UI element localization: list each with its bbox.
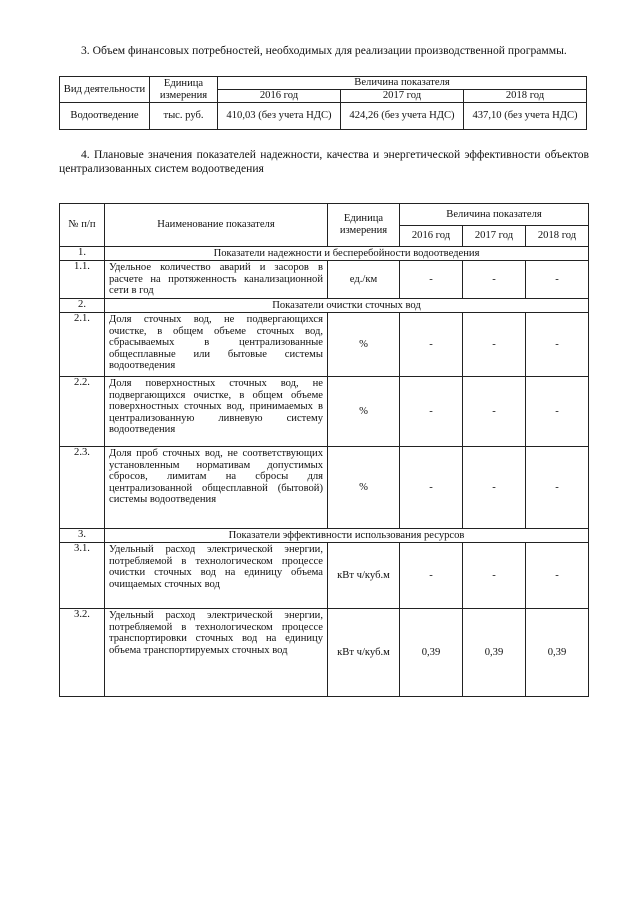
row-num: 2.2. (60, 377, 105, 447)
row-name: Доля поверхностных сточных вод, не подвергающихся очистке, в общем объеме поверхностных сточных вод, принимаемых в централизованную ливневую систему водоотведения (105, 377, 328, 447)
header-unit: Единица измерения (150, 77, 218, 103)
header-activity: Вид деятельности (60, 77, 150, 103)
row-value-2016: - (400, 447, 463, 529)
cell-unit: тыс. руб. (150, 103, 218, 130)
row-num: 2.1. (60, 313, 105, 377)
header-year-2018: 2018 год (464, 90, 587, 103)
row-name: Удельный расход электрической энергии, потребляемой в технологическом процессе очистки сточных вод на единицу объема очищаемых сточных вод (105, 543, 328, 609)
table-row (60, 609, 589, 697)
row-unit: % (328, 313, 400, 377)
row-value-2018: - (526, 377, 589, 447)
row-value-2016: - (400, 543, 463, 609)
table-row (60, 447, 589, 529)
row-value-2016: - (400, 377, 463, 447)
header-year-2016: 2016 год (400, 226, 463, 247)
row-value-2017: - (463, 313, 526, 377)
row-name: Удельное количество аварий и засоров в расчете на протяженность канализационной сети в год (105, 261, 328, 299)
row-num: 3.1. (60, 543, 105, 609)
section-title: Показатели очистки сточных вод (105, 299, 589, 313)
header-name: Наименование показателя (105, 204, 328, 247)
row-value-2018: - (526, 543, 589, 609)
row-unit: % (328, 447, 400, 529)
table-row (60, 103, 587, 130)
row-unit: кВт ч/куб.м (328, 543, 400, 609)
table-row (60, 313, 589, 377)
row-name: Доля сточных вод, не подвергающихся очистке, в общем объеме сточных вод, сбрасываемых в централизованные общесплавные или бытовые системы водоотведения (105, 313, 328, 377)
row-num: 1.1. (60, 261, 105, 299)
row-value-2017: - (463, 377, 526, 447)
cell-value-2018: 437,10 (без учета НДС) (464, 103, 587, 130)
row-name: Доля проб сточных вод, не соответствующих установленным нормативам допустимых сбросов, лимитам на сбросы для централизованной общесплавной (бытовой) системы водоотведения (105, 447, 328, 529)
header-num: № п/п (60, 204, 105, 247)
section3-paragraph: 3. Объем финансовых потребностей, необходимых для реализации производственной программы. (81, 44, 567, 57)
section-num: 2. (60, 299, 105, 313)
header-year-2017: 2017 год (463, 226, 526, 247)
header-year-2017: 2017 год (341, 90, 464, 103)
row-name: Удельный расход электрической энергии, потребляемой в технологическом процессе транспортировки сточных вод на единицу объема транспортируемых сточных вод (105, 609, 328, 697)
section-row (60, 529, 589, 543)
header-value: Величина показателя (400, 204, 589, 226)
section-num: 1. (60, 247, 105, 261)
row-value-2016: - (400, 261, 463, 299)
row-unit: ед./км (328, 261, 400, 299)
row-value-2016: 0,39 (400, 609, 463, 697)
section-row (60, 247, 589, 261)
section-title: Показатели надежности и бесперебойности водоотведения (105, 247, 589, 261)
row-unit: % (328, 377, 400, 447)
row-value-2018: 0,39 (526, 609, 589, 697)
row-value-2016: - (400, 313, 463, 377)
section-title: Показатели эффективности использования ресурсов (105, 529, 589, 543)
row-value-2017: 0,39 (463, 609, 526, 697)
header-year-2016: 2016 год (218, 90, 341, 103)
row-value-2018: - (526, 261, 589, 299)
header-year-2018: 2018 год (526, 226, 589, 247)
header-unit: Единица измерения (328, 204, 400, 247)
table-row (60, 261, 589, 299)
row-value-2017: - (463, 543, 526, 609)
header-value: Величина показателя (218, 77, 587, 90)
cell-value-2017: 424,26 (без учета НДС) (341, 103, 464, 130)
indicators-table (59, 203, 589, 697)
row-unit: кВт ч/куб.м (328, 609, 400, 697)
section-row (60, 299, 589, 313)
section4-paragraph: 4. Плановые значения показателей надежности, качества и энергетической эффективности объектов централизованных систем водоотведения (59, 148, 589, 175)
row-num: 3.2. (60, 609, 105, 697)
section-num: 3. (60, 529, 105, 543)
row-num: 2.3. (60, 447, 105, 529)
row-value-2018: - (526, 313, 589, 377)
row-value-2017: - (463, 447, 526, 529)
table-row (60, 543, 589, 609)
table-row (60, 377, 589, 447)
cell-value-2016: 410,03 (без учета НДС) (218, 103, 341, 130)
cell-activity: Водоотведение (60, 103, 150, 130)
row-value-2017: - (463, 261, 526, 299)
financial-needs-table (59, 76, 587, 130)
row-value-2018: - (526, 447, 589, 529)
